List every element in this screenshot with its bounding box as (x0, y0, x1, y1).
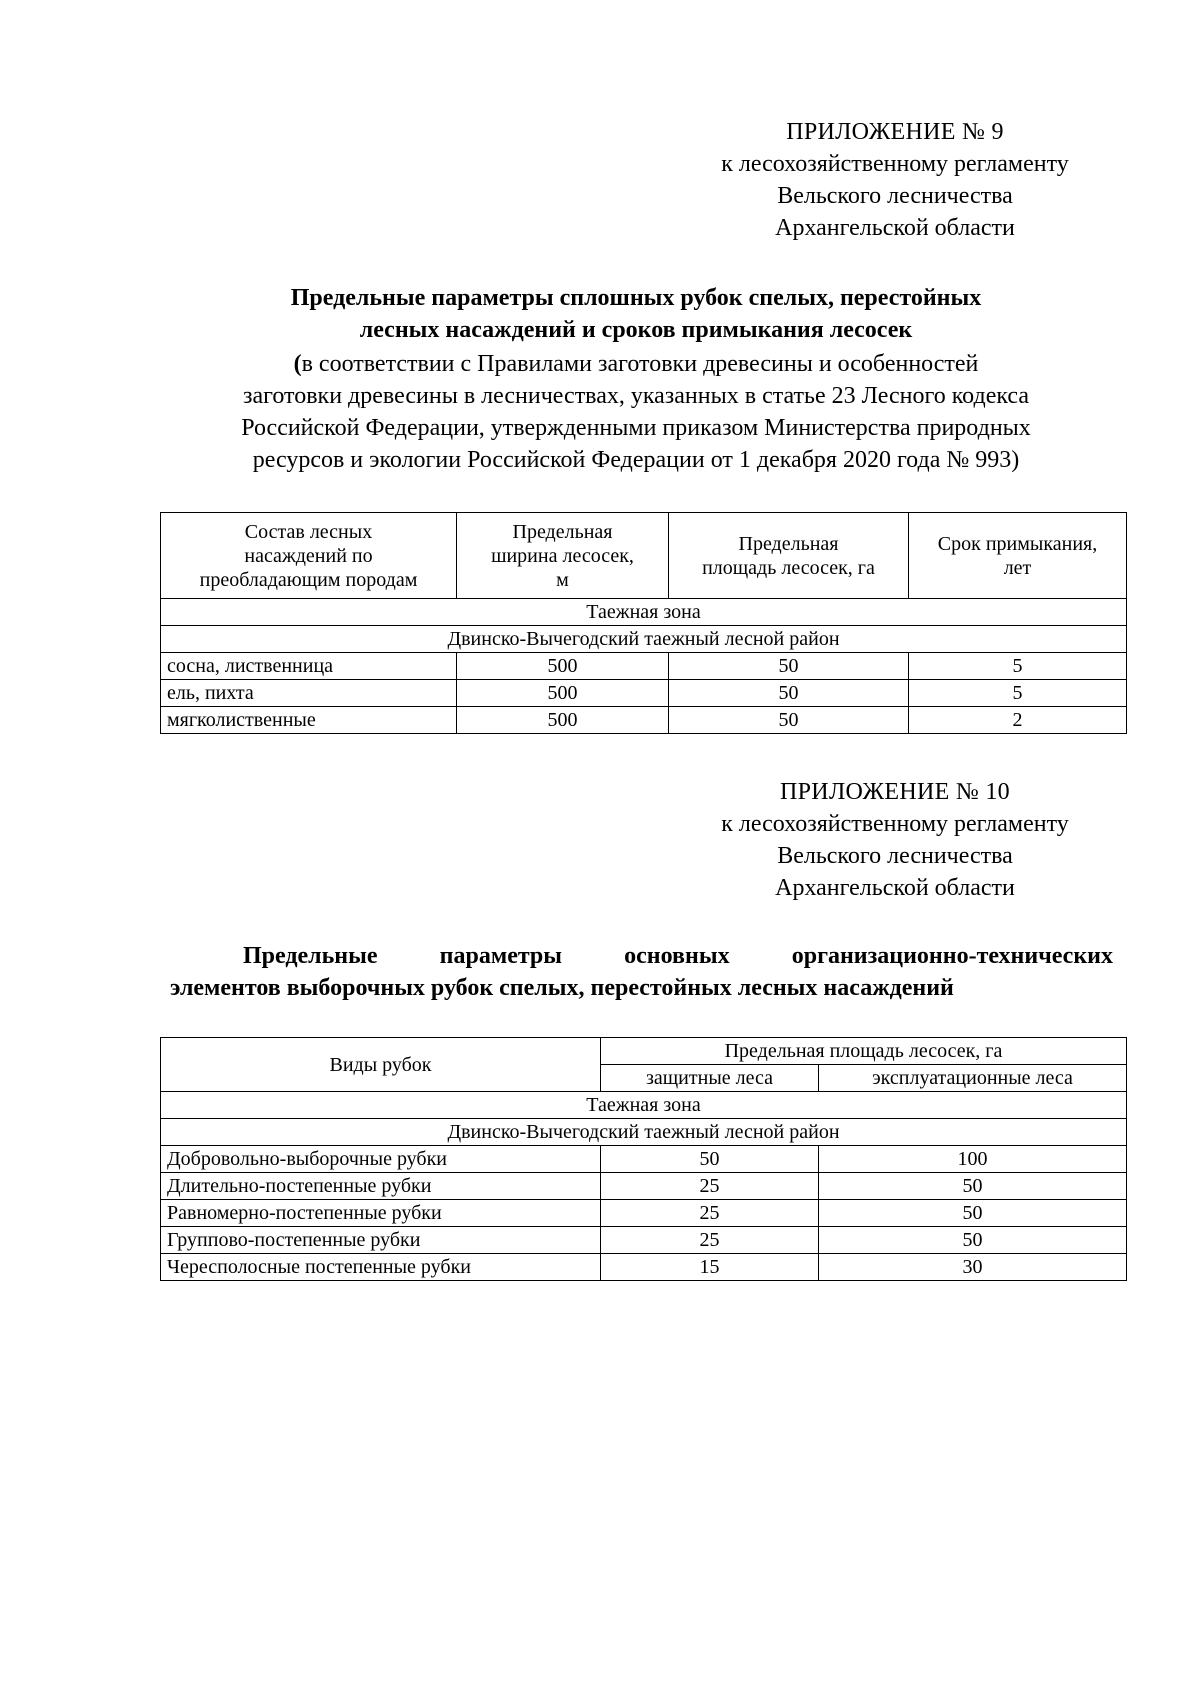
table-row (161, 707, 1127, 734)
header-exploitation-forests: эксплуатационные леса (819, 1065, 1127, 1092)
period-cell: 5 (909, 680, 1127, 707)
subtitle-first-text: в соответствии с Правилами заготовки древесины и особенностей (301, 351, 979, 377)
zone-label: Таежная зона (161, 1092, 1127, 1119)
section-1-subtitle-line-4: ресурсов и экологии Российской Федерации от 1 декабря 2020 года № 993) (252, 447, 1020, 473)
protective-area-cell: 15 (601, 1254, 819, 1281)
exploitation-area-cell: 50 (819, 1227, 1127, 1254)
header-max-area: Предельная площадь лесосек, га (601, 1038, 1127, 1065)
protective-area-cell: 25 (601, 1227, 819, 1254)
protective-area-cell: 25 (601, 1173, 819, 1200)
cut-type-cell: Чересполосные постепенные рубки (161, 1254, 601, 1281)
cut-type-cell: Равномерно-постепенные рубки (161, 1200, 601, 1227)
area-cell: 50 (669, 680, 909, 707)
table-row (161, 1173, 1127, 1200)
cut-type-cell: Добровольно-выборочные рубки (161, 1146, 601, 1173)
table-header-row (161, 513, 1127, 599)
subtitle-open-paren: ( (293, 351, 302, 377)
table-header-row (161, 1038, 1127, 1065)
section-2-title-line-1: Предельные параметры основных организационно-технических (243, 943, 1113, 969)
annex-10-line-2: к лесохозяйственному регламенту (721, 811, 1069, 837)
annex-9-header (690, 116, 1100, 244)
table-row (161, 1200, 1127, 1227)
species-cell: сосна, лиственница (161, 653, 457, 680)
zone-row (161, 1092, 1127, 1119)
area-cell: 50 (669, 653, 909, 680)
cut-type-cell: Длительно-постепенные рубки (161, 1173, 601, 1200)
table-row (161, 1146, 1127, 1173)
annex-9-line-3: Вельского лесничества (777, 183, 1013, 209)
region-label: Двинско-Вычегодский таежный лесной район (161, 626, 1127, 653)
zone-row (161, 599, 1127, 626)
area-cell: 50 (669, 707, 909, 734)
period-cell: 5 (909, 653, 1127, 680)
width-cell: 500 (457, 707, 669, 734)
region-label: Двинско-Вычегодский таежный лесной район (161, 1119, 1127, 1146)
annex-9-line-2: к лесохозяйственному регламенту (721, 151, 1069, 177)
species-cell: ель, пихта (161, 680, 457, 707)
annex-10-line-4: Архангельской области (775, 875, 1015, 901)
clear-cut-parameters-table (160, 512, 1127, 734)
species-cell: мягколиственные (161, 707, 457, 734)
exploitation-area-cell: 100 (819, 1146, 1127, 1173)
table-row (161, 653, 1127, 680)
header-cut-type: Виды рубок (161, 1038, 601, 1092)
annex-10-number: ПРИЛОЖЕНИЕ № 10 (780, 779, 1010, 805)
section-1-subtitle (160, 348, 1112, 476)
selective-cut-parameters-table (160, 1037, 1127, 1281)
table-row (161, 1227, 1127, 1254)
header-max-width: Предельная ширина лесосек, м (457, 513, 669, 599)
cut-type-cell: Группово-постепенные рубки (161, 1227, 601, 1254)
annex-10-header (690, 776, 1100, 904)
annex-9-line-4: Архангельской области (775, 215, 1015, 241)
annex-9-number: ПРИЛОЖЕНИЕ № 9 (786, 119, 1004, 145)
width-cell: 500 (457, 653, 669, 680)
section-2-title-line-2: элементов выборочных рубок спелых, перестойных лесных насаждений (170, 975, 954, 1001)
width-cell: 500 (457, 680, 669, 707)
region-row (161, 1119, 1127, 1146)
annex-10-line-3: Вельского лесничества (777, 843, 1013, 869)
header-max-area: Предельная площадь лесосек, га (669, 513, 909, 599)
period-cell: 2 (909, 707, 1127, 734)
exploitation-area-cell: 50 (819, 1200, 1127, 1227)
region-row (161, 626, 1127, 653)
section-1-subtitle-line-1 (160, 348, 1112, 380)
header-adjacency-period: Срок примыкания, лет (909, 513, 1127, 599)
section-1-title-line-1: Предельные параметры сплошных рубок спелых, перестойных (290, 285, 982, 311)
protective-area-cell: 25 (601, 1200, 819, 1227)
exploitation-area-cell: 50 (819, 1173, 1127, 1200)
header-forest-composition: Состав лесных насаждений по преобладающим породам (161, 513, 457, 599)
table-row (161, 680, 1127, 707)
section-1-subtitle-line-3: Российской Федерации, утвержденными приказом Министерства природных (241, 415, 1031, 441)
header-protective-forests: защитные леса (601, 1065, 819, 1092)
exploitation-area-cell: 30 (819, 1254, 1127, 1281)
table-row (161, 1254, 1127, 1281)
section-1-title-line-2: лесных насаждений и сроков примыкания лесосек (359, 317, 913, 343)
section-1-subtitle-line-2: заготовки древесины в лесничествах, указанных в статье 23 Лесного кодекса (242, 383, 1030, 409)
zone-label: Таежная зона (161, 599, 1127, 626)
protective-area-cell: 50 (601, 1146, 819, 1173)
